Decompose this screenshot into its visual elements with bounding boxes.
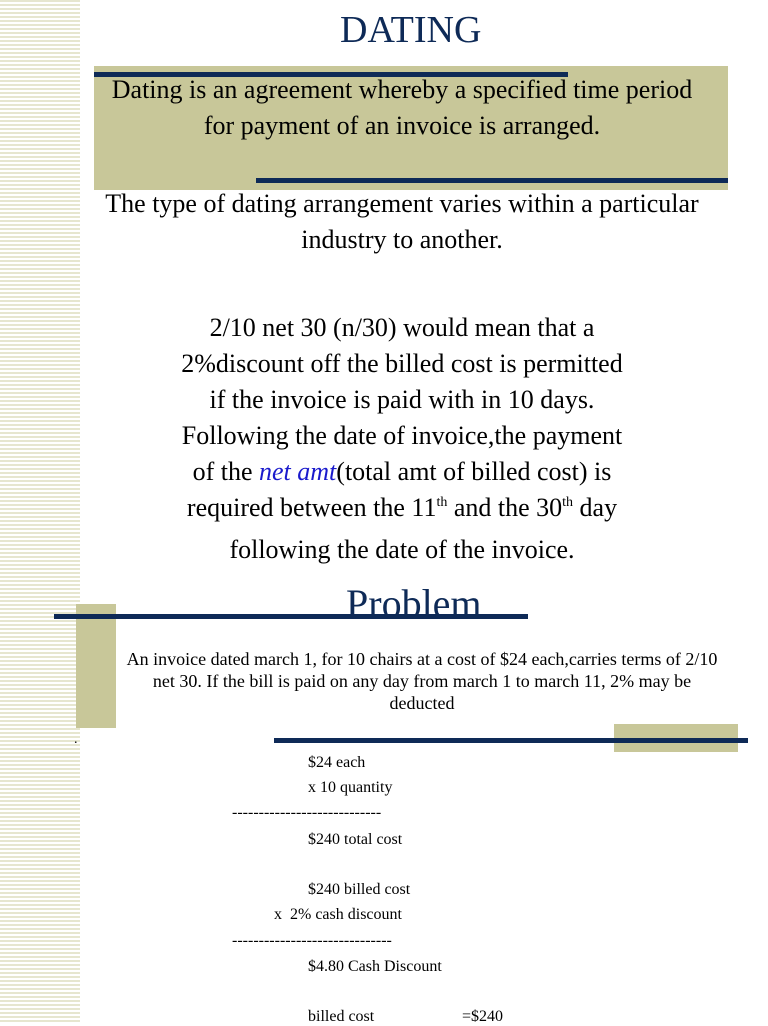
- problem-text: An invoice dated march 1, for 10 chairs at a cost of $24 each,carries terms of 2/10 net 30. If the bill is paid on any day from march 1 to march 11, 2% may be deducted: [126, 649, 718, 713]
- varies-text: The type of dating arrangement varies within a particular industry to another.: [105, 189, 699, 254]
- corner-box-left: [76, 604, 116, 728]
- calc-billed-label: billed cost: [308, 1008, 375, 1025]
- terms-line: of the net amt(total amt of billed cost) is: [192, 457, 612, 486]
- calc-billed: $240 billed cost: [308, 881, 411, 898]
- terms-line: Following the date of invoice,the payment: [181, 421, 623, 450]
- striped-border: [0, 0, 80, 1024]
- net-amt-term: net amt: [259, 457, 337, 486]
- calc-separator: ------------------------------: [232, 932, 392, 949]
- terms-paragraph: [100, 310, 704, 568]
- terms-line: 2/10 net 30 (n/30) would mean that a: [209, 313, 595, 342]
- slide-title: DATING: [340, 9, 482, 51]
- calc-price: $24 each: [308, 754, 366, 771]
- terms-line: if the invoice is paid with in 10 days.: [209, 385, 595, 414]
- accent-bar-calc: [274, 738, 748, 743]
- terms-line: 2%discount off the billed cost is permitted: [181, 349, 623, 378]
- accent-bar-mid: [256, 178, 728, 183]
- terms-line: required between the 11th and the 30th day: [186, 493, 618, 522]
- calc-separator: ----------------------------: [232, 804, 382, 821]
- calc-total: $240 total cost: [308, 831, 403, 848]
- calc-discount-rate: x 2% cash discount: [274, 906, 402, 923]
- terms-line: following the date of the invoice.: [229, 535, 575, 564]
- calc-cash-discount: $4.80 Cash Discount: [308, 958, 442, 975]
- problem-title: Problem: [346, 581, 482, 626]
- calc-billed-value: =$240: [462, 1008, 504, 1025]
- stray-dot: .: [74, 732, 78, 747]
- definition-text: Dating is an agreement whereby a specified time period for payment of an invoice is arranged.: [111, 75, 693, 140]
- calc-quantity: x 10 quantity: [308, 779, 393, 796]
